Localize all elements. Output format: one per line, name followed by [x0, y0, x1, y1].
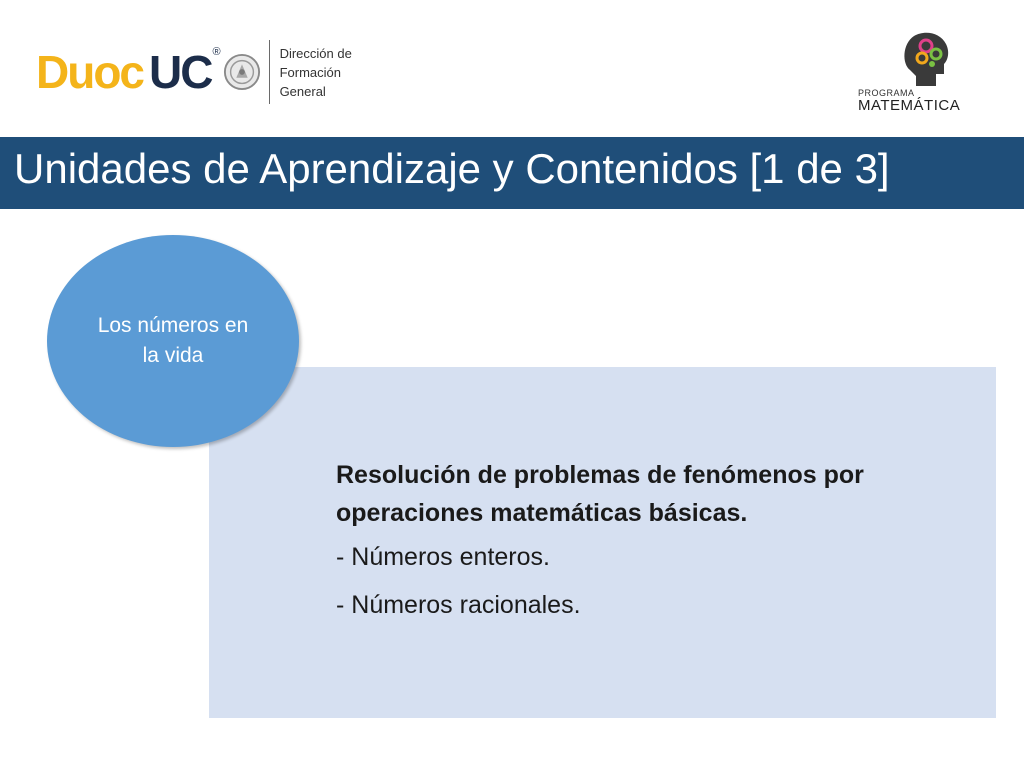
seal-icon — [223, 53, 261, 91]
content-text — [336, 456, 986, 638]
unit-label: Los números en la vida — [97, 314, 249, 367]
content-item-rationals: - Números racionales. — [336, 591, 581, 619]
department-line-1: Dirección de — [279, 45, 352, 61]
program-label-big: MATEMÁTICA — [858, 97, 961, 114]
logo-word-duoc: Duoc — [36, 46, 143, 98]
logo-word-uc: UC — [149, 46, 212, 98]
department-name — [280, 44, 352, 101]
head-gears-icon — [900, 30, 950, 88]
registered-mark: ® — [212, 46, 221, 58]
slide-title: Unidades de Aprendizaje y Contenidos [1 de 3] — [14, 145, 890, 192]
program-label-small: PROGRAMA — [858, 88, 915, 98]
content-item-integers: - Números enteros. — [336, 543, 550, 571]
duoc-uc-logo — [36, 36, 352, 108]
department-line-3: General — [279, 83, 326, 99]
unit-circle — [47, 235, 299, 447]
content-heading: Resolución de problemas de fenómenos por operaciones matemáticas básicas. — [336, 461, 864, 527]
programa-matematica-logo — [856, 30, 992, 116]
department-line-2: Formación — [279, 64, 341, 80]
title-bar — [0, 137, 1024, 209]
logo-divider — [269, 40, 270, 104]
